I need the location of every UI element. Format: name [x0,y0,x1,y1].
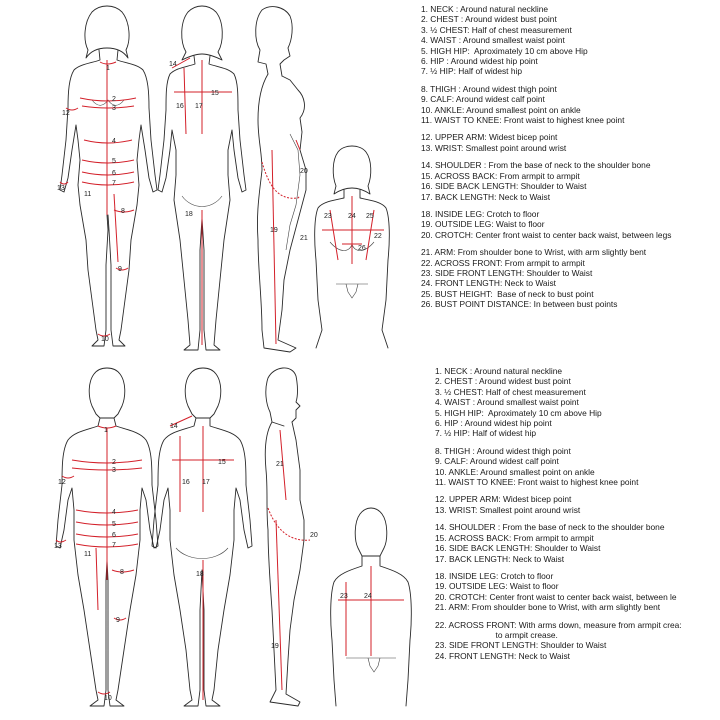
male-legend-item: 7. ½ HIP: Half of widest hip [435,428,537,439]
male-front-num-6: 6 [112,532,116,539]
female-torso-num-25: 25 [366,213,374,220]
male-measurement-legend [435,366,682,661]
male-torso-figure [331,508,412,706]
female-legend-item: 7. ½ HIP: Half of widest hip [421,66,523,77]
male-legend-item: 23. SIDE FRONT LENGTH: Shoulder to Waist [435,640,607,651]
male-front-num-9: 9 [116,617,120,624]
female-front-num-5: 5 [112,158,116,165]
male-legend-item: 6. HIP : Around widest hip point [435,418,552,429]
female-torso-num-23: 23 [324,213,332,220]
female-back-num-18: 18 [185,211,193,218]
male-legend-item: 5. HIGH HIP: Aproximately 10 cm above Hip [435,407,602,418]
female-legend-item: 3. ½ CHEST: Half of chest measurement [421,24,572,35]
male-legend-item: 19. OUTSIDE LEG: Waist to floor [435,581,559,592]
male-front-num-10: 10 [104,695,112,702]
male-legend-item: 13. WRIST: Smallest point around wrist [435,504,581,515]
female-front-num-1: 1 [106,65,110,72]
female-legend-item: 8. THIGH : Around widest thigh point [421,83,557,94]
female-torso-num-22: 22 [374,233,382,240]
male-legend-item: 21. ARM: From shoulder bone to Wrist, with arm slightly bent [435,602,661,613]
female-legend-item: 21. ARM: From shoulder bone to Wrist, with arm slightly bent [421,247,647,258]
female-front-num-4: 4 [112,138,116,145]
female-front-num-2: 2 [112,96,116,103]
male-legend-item: 2. CHEST : Around widest bust point [435,376,571,387]
male-torso-num-23: 23 [340,593,348,600]
female-front-num-6: 6 [112,170,116,177]
male-back-num-18: 18 [196,571,204,578]
female-legend-item: 17. BACK LENGTH: Neck to Waist [421,191,551,202]
female-front-num-12: 12 [62,110,70,117]
female-legend-item: 10. ANKLE: Around smallest point on ankle [421,104,581,115]
male-front-num-13: 13 [54,543,62,550]
male-legend-item: 24. FRONT LENGTH: Neck to Waist [435,650,570,661]
female-side-figure [256,7,308,352]
male-back-num-16: 16 [182,479,190,486]
female-front-num-10: 10 [101,336,109,343]
legend-group-gap [435,439,682,446]
male-legend-item: 15. ACROSS BACK: From armpit to armpit [435,532,594,543]
female-side-num-20: 20 [300,168,308,175]
male-side-num-21: 21 [276,461,284,468]
female-legend-item: 13. WRIST: Smallest point around wrist [421,142,567,153]
male-legend-item: 9. CALF: Around widest calf point [435,456,559,467]
male-legend-item: 16. SIDE BACK LENGTH: Shoulder to Waist [435,543,601,554]
female-legend-item: 14. SHOULDER : From the base of neck to the shoulder bone [421,160,651,171]
male-legend-item: 3. ½ CHEST: Half of chest measurement [435,386,586,397]
male-legend-item: 17. BACK LENGTH: Neck to Waist [435,553,565,564]
male-back-figure [152,368,252,706]
legend-group-gap [421,153,671,160]
female-back-num-15: 15 [211,90,219,97]
female-legend-item: 22. ACROSS FRONT: From armpit to armpit [421,257,585,268]
female-legend-item: 20. CROTCH: Center front waist to center back waist, between legs [421,229,672,240]
female-back-num-16: 16 [176,103,184,110]
male-legend-item: 22. ACROSS FRONT: With arms down, measure from armpit crea: [435,619,682,630]
male-legend-item: 20. CROTCH: Center front waist to center back waist, between le [435,591,677,602]
female-legend-item: 1. NECK : Around natural neckline [421,4,549,14]
female-legend-item: 12. UPPER ARM: Widest bicep point [421,132,558,143]
male-side-num-20: 20 [310,532,318,539]
female-legend-item: 9. CALF: Around widest calf point [421,94,545,105]
male-back-num-14: 14 [170,423,178,430]
male-front-num-4: 4 [112,509,116,516]
female-front-num-11: 11 [84,191,92,198]
female-legend-item: 11. WAIST TO KNEE: Front waist to highest knee point [421,115,625,126]
male-legend-item: 18. INSIDE LEG: Crotch to floor [435,570,554,581]
female-back-figure [158,6,246,350]
male-front-num-7: 7 [112,542,116,549]
male-front-num-11: 11 [84,551,92,558]
male-back-num-17: 17 [202,479,210,486]
female-front-num-13: 13 [57,185,65,192]
female-legend-item: 6. HIP : Around widest hip point [421,56,538,67]
legend-group-gap [421,202,671,209]
female-measurement-legend [421,4,671,310]
female-legend-item: 18. INSIDE LEG: Crotch to floor [421,208,540,219]
male-front-num-1: 1 [104,427,108,434]
female-front-num-8: 8 [121,208,125,215]
female-front-figure [57,6,157,346]
legend-group-gap [435,564,682,571]
legend-group-gap [421,240,671,247]
female-legend-item: 4. WAIST : Around smallest waist point [421,35,565,46]
male-back-num-15: 15 [218,459,226,466]
male-legend-item: to armpit crease. [435,629,558,640]
female-back-num-17: 17 [195,103,203,110]
male-legend-item: 14. SHOULDER : From the base of neck to the shoulder bone [435,522,665,533]
male-front-num-3: 3 [112,467,116,474]
female-front-num-3: 3 [112,105,116,112]
legend-group-gap [421,125,671,132]
female-legend-item: 2. CHEST : Around widest bust point [421,14,557,25]
male-legend-item: 1. NECK : Around natural neckline [435,366,563,376]
male-side-figure [265,368,318,706]
male-legend-item: 10. ANKLE: Around smallest point on ankle [435,466,595,477]
female-torso-num-26: 26 [358,245,366,252]
female-front-num-7: 7 [112,180,116,187]
male-front-num-2: 2 [112,459,116,466]
female-legend-item: 5. HIGH HIP: Aproximately 10 cm above Hip [421,45,588,56]
female-legend-item: 26. BUST POINT DISTANCE: In between bust points [421,299,618,310]
female-legend-item: 23. SIDE FRONT LENGTH: Shoulder to Waist [421,267,593,278]
legend-group-gap [421,77,671,84]
male-side-num-19: 19 [271,643,279,650]
male-legend-item: 12. UPPER ARM: Widest bicep point [435,494,572,505]
female-front-num-9: 9 [118,266,122,273]
legend-group-gap [435,613,682,620]
male-legend-item: 11. WAIST TO KNEE: Front waist to highest knee point [435,477,639,488]
female-legend-item: 16. SIDE BACK LENGTH: Shoulder to Waist [421,181,587,192]
female-legend-item: 15. ACROSS BACK: From armpit to armpit [421,170,580,181]
male-torso-num-24: 24 [364,593,372,600]
female-back-num-14: 14 [169,61,177,68]
legend-group-gap [435,487,682,494]
female-legend-item: 25. BUST HEIGHT: Base of neck to bust point [421,288,594,299]
female-torso-figure [300,146,389,348]
male-front-num-5: 5 [112,521,116,528]
female-torso-num-24: 24 [348,213,356,220]
male-front-figure [54,368,158,706]
female-torso-num-21: 21 [300,235,308,242]
male-legend-item: 8. THIGH : Around widest thigh point [435,445,571,456]
female-legend-item: 24. FRONT LENGTH: Neck to Waist [421,278,556,289]
male-front-num-8: 8 [120,569,124,576]
female-legend-item: 19. OUTSIDE LEG: Waist to floor [421,219,545,230]
male-front-num-12: 12 [58,479,66,486]
male-legend-item: 4. WAIST : Around smallest waist point [435,397,579,408]
female-side-num-19: 19 [270,227,278,234]
legend-group-gap [435,515,682,522]
